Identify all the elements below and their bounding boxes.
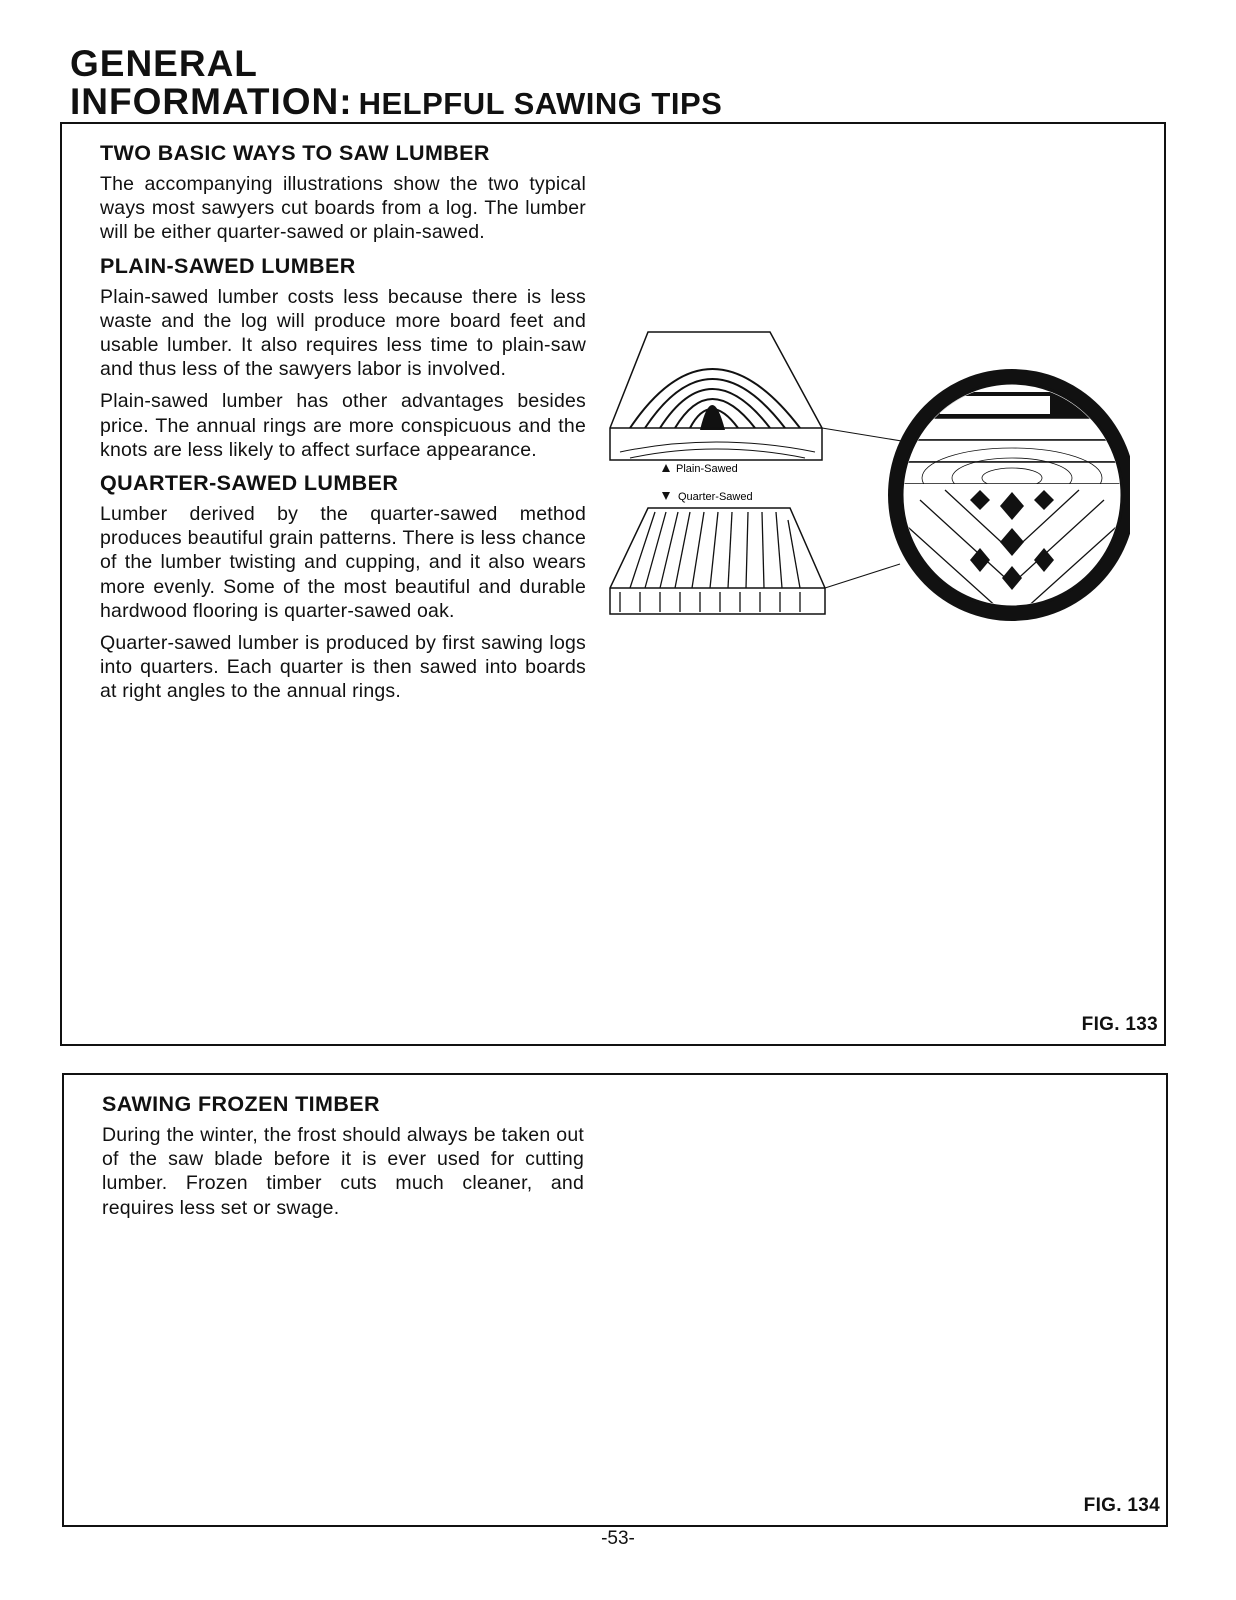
plain-sawed-paragraph-2: Plain-sawed lumber has other advantages besides price. The annual rings are more conspicuous and the knots are less likely to affect surface appearance. (100, 390, 586, 461)
fig-134-label: FIG. 134 (1083, 1495, 1160, 1516)
quarter-pointer-line (825, 564, 900, 588)
quarter-sawed-paragraph-2: Quarter-sawed lumber is produced by first sawing logs into quarters. Each quarter is then sawed into boards at right angles to the annual rings. (100, 632, 586, 703)
figure-134-panel (62, 1073, 1168, 1527)
up-arrow-icon (662, 464, 670, 472)
quarter-sawed-label: Quarter-Sawed (678, 491, 753, 503)
page-number: -53- (601, 1528, 635, 1549)
frozen-timber-paragraph: During the winter, the frost should always be taken out of the saw blade before it is ever used for cutting lumber. Frozen timber cuts much cleaner, and requires less set or swage. (102, 1124, 584, 1219)
two-ways-intro: The accompanying illustrations show the two typical ways most sawyers cut boards from a log. The lumber will be either quarter-sawed or plain-sawed. (100, 173, 586, 244)
frozen-timber-heading: SAWING FROZEN TIMBER (102, 1092, 380, 1116)
page-subtitle: HELPFUL SAWING TIPS (358, 86, 723, 121)
plain-sawed-board-illustration (610, 332, 822, 460)
saw-method-labels (662, 463, 753, 503)
down-arrow-icon (662, 492, 670, 500)
log-cross-section-illustration (888, 369, 1130, 621)
quarter-sawed-board-illustration (610, 508, 825, 614)
page-title-prefix: INFORMATION: (70, 81, 353, 122)
plain-sawed-label: Plain-Sawed (676, 463, 738, 475)
quarter-sawed-paragraph-1: Lumber derived by the quarter-sawed method produces beautiful grain patterns. There is less chance of the lumber twisting and cupping, and it also wears more evenly. Some of the most beautiful and durable hardwood flooring is quarter-sawed oak. (100, 503, 586, 622)
section2-text (102, 1091, 584, 1228)
page-title-line1: GENERAL (70, 43, 258, 84)
quarter-sawed-heading: QUARTER-SAWED LUMBER (100, 471, 399, 496)
section1-text (100, 140, 586, 712)
plain-sawed-paragraph-1: Plain-sawed lumber costs less because there is less waste and the log will produce more board feet and usable lumber. It also requires less time to plain-saw and thus less of the sawyers labor is involved. (100, 285, 586, 381)
page-title-line2 (70, 82, 722, 124)
fig-133-label: FIG. 133 (1081, 1014, 1158, 1035)
two-ways-heading: TWO BASIC WAYS TO SAW LUMBER (100, 141, 490, 165)
plain-sawed-heading: PLAIN-SAWED LUMBER (100, 253, 356, 278)
sawing-illustration (600, 320, 1130, 640)
